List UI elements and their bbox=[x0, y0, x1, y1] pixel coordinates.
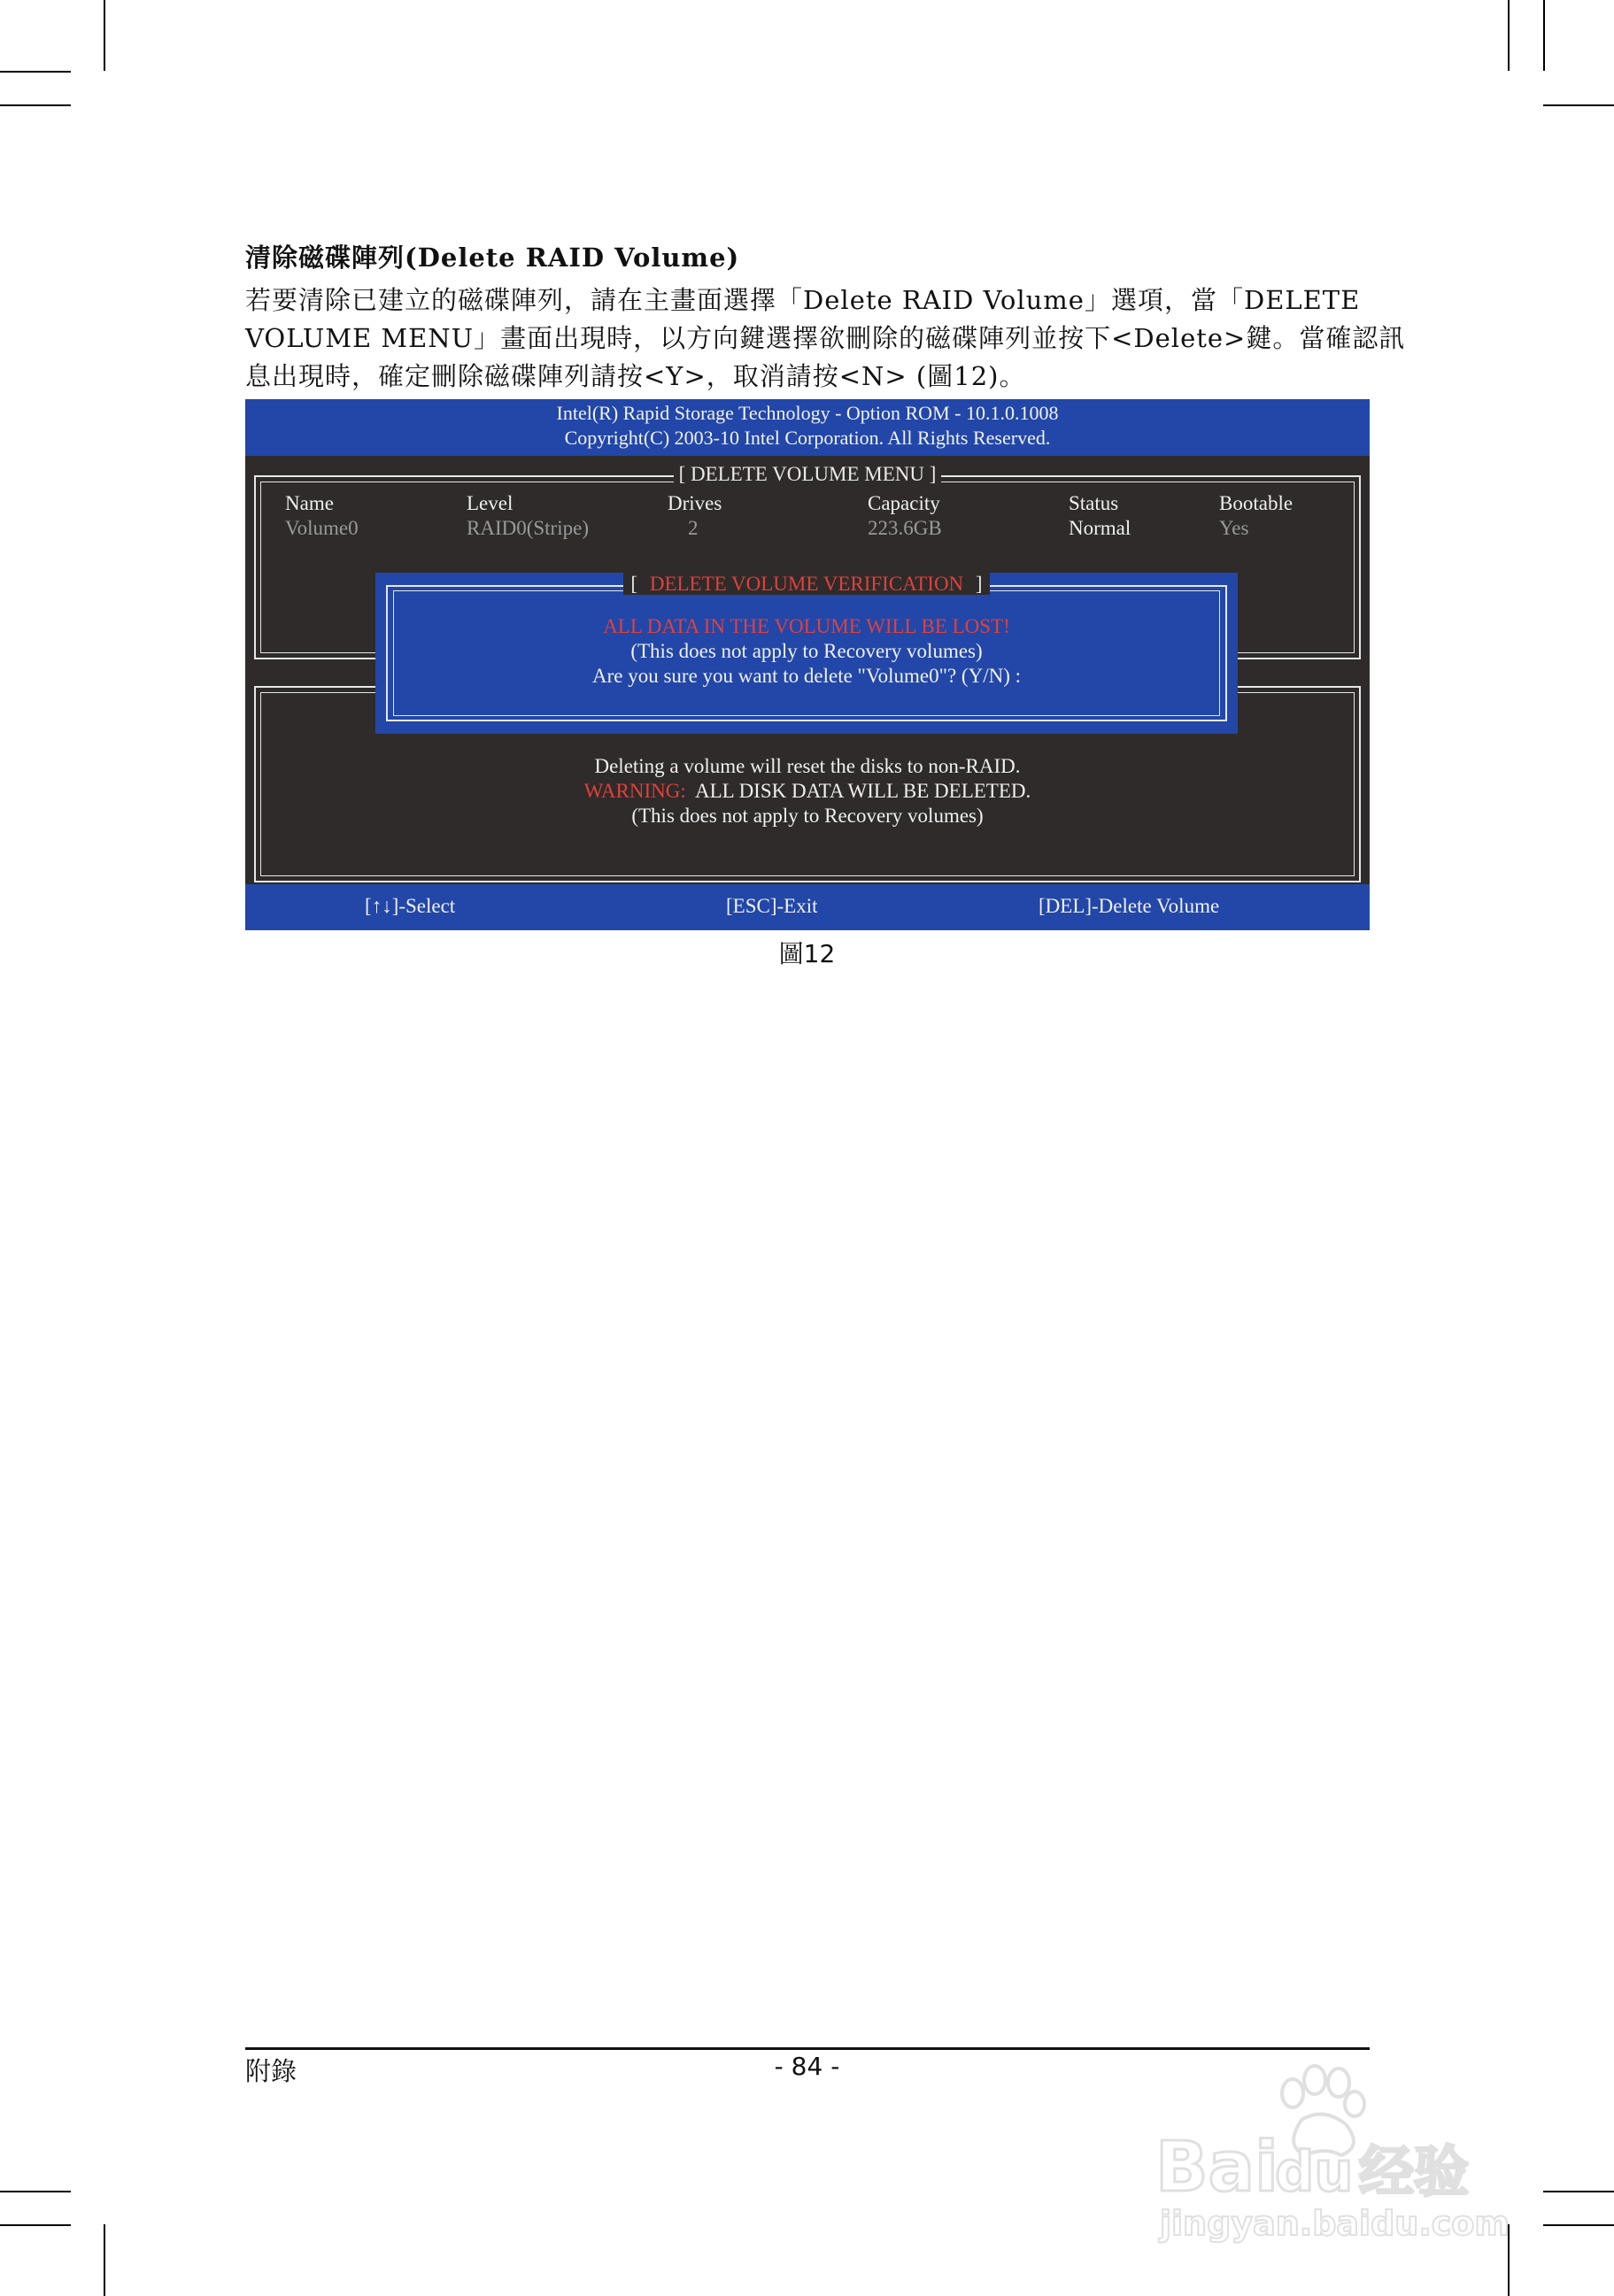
volume-level: RAID0(Stripe) bbox=[467, 517, 589, 539]
delete-verification-dialog[interactable] bbox=[375, 573, 1238, 734]
column-header-name: Name bbox=[285, 492, 334, 514]
intro-line: 若要清除已建立的磁碟陣列，請在主畫面選擇「Delete RAID Volume」選項，當「DELETE bbox=[245, 285, 1361, 315]
intro-paragraph bbox=[245, 281, 1406, 396]
bios-header-copyright: Copyright(C) 2003-10 Intel Corporation. All Rights Reserved. bbox=[564, 427, 1051, 449]
crop-mark bbox=[104, 0, 105, 71]
intro-line: 息出現時，確定刪除磁碟陣列請按<Y>，取消請按<N> (圖12)。 bbox=[245, 361, 1026, 391]
crop-mark bbox=[1543, 0, 1545, 71]
crop-mark bbox=[0, 71, 71, 73]
crop-mark bbox=[1543, 2191, 1614, 2192]
footer-section-label: 附錄 bbox=[245, 2056, 297, 2086]
info-note: (This does not apply to Recovery volumes) bbox=[631, 805, 984, 827]
warning-text: ALL DISK DATA WILL BE DELETED. bbox=[685, 780, 1031, 802]
volume-name[interactable]: Volume0 bbox=[285, 517, 359, 539]
dialog-prompt[interactable]: Are you sure you want to delete "Volume0"? (Y/N) : bbox=[592, 665, 1021, 687]
volume-menu-title: [ DELETE VOLUME MENU ] bbox=[245, 463, 1370, 486]
baidu-watermark-logo bbox=[1142, 2058, 1523, 2244]
crop-mark bbox=[1543, 104, 1614, 106]
footer-delete-hint[interactable]: [DEL]-Delete Volume bbox=[1039, 895, 1220, 917]
svg-text:经验: 经验 bbox=[1359, 2139, 1470, 2204]
figure-caption: 圖12 bbox=[778, 939, 836, 968]
footer-select-hint[interactable]: [↑↓]-Select bbox=[365, 895, 456, 917]
crop-mark bbox=[0, 2224, 71, 2226]
intro-line: VOLUME MENU」畫面出現時，以方向鍵選擇欲刪除的磁碟陣列並按下<Delete>鍵。當確認訊 bbox=[245, 323, 1406, 353]
column-header-capacity: Capacity bbox=[868, 492, 940, 514]
footer-rule bbox=[245, 2047, 1370, 2050]
dialog-warning: ALL DATA IN THE VOLUME WILL BE LOST! bbox=[603, 615, 1010, 637]
dialog-title-text: DELETE VOLUME VERIFICATION bbox=[646, 573, 967, 595]
bios-screenshot bbox=[245, 399, 1370, 930]
warning-label: WARNING: bbox=[583, 780, 686, 802]
volume-bootable: Yes bbox=[1219, 517, 1249, 539]
volume-drives: 2 bbox=[688, 517, 699, 539]
footer-exit-hint[interactable]: [ESC]-Exit bbox=[726, 895, 818, 917]
crop-mark bbox=[104, 2224, 105, 2296]
volume-status: Normal bbox=[1069, 517, 1131, 539]
crop-mark bbox=[0, 2191, 71, 2192]
page-number: - 84 - bbox=[774, 2052, 840, 2081]
column-header-level: Level bbox=[467, 492, 514, 514]
info-warning bbox=[245, 780, 1370, 803]
svg-text:Bai: Bai bbox=[1155, 2128, 1278, 2207]
dialog-note: (This does not apply to Recovery volumes) bbox=[630, 640, 983, 662]
svg-text:du: du bbox=[1275, 2139, 1354, 2204]
volume-capacity: 223.6GB bbox=[868, 517, 942, 539]
crop-mark bbox=[1543, 2224, 1614, 2226]
dialog-title: [ DELETE VOLUME VERIFICATION ] bbox=[375, 573, 1238, 596]
info-line: Deleting a volume will reset the disks to non-RAID. bbox=[594, 755, 1021, 777]
column-header-bootable: Bootable bbox=[1219, 492, 1294, 514]
bios-footer bbox=[245, 884, 1370, 930]
bios-header-title: Intel(R) Rapid Storage Technology - Option ROM - 10.1.0.1008 bbox=[556, 402, 1059, 424]
section-heading: 清除磁碟陣列(Delete RAID Volume) bbox=[245, 243, 740, 273]
crop-mark bbox=[0, 104, 71, 106]
crop-mark bbox=[1508, 0, 1510, 71]
column-header-drives: Drives bbox=[668, 492, 722, 514]
svg-text:jingyan.baidu.com: jingyan.baidu.com bbox=[1160, 2204, 1510, 2243]
bios-header bbox=[245, 399, 1370, 456]
column-header-status: Status bbox=[1069, 492, 1119, 514]
